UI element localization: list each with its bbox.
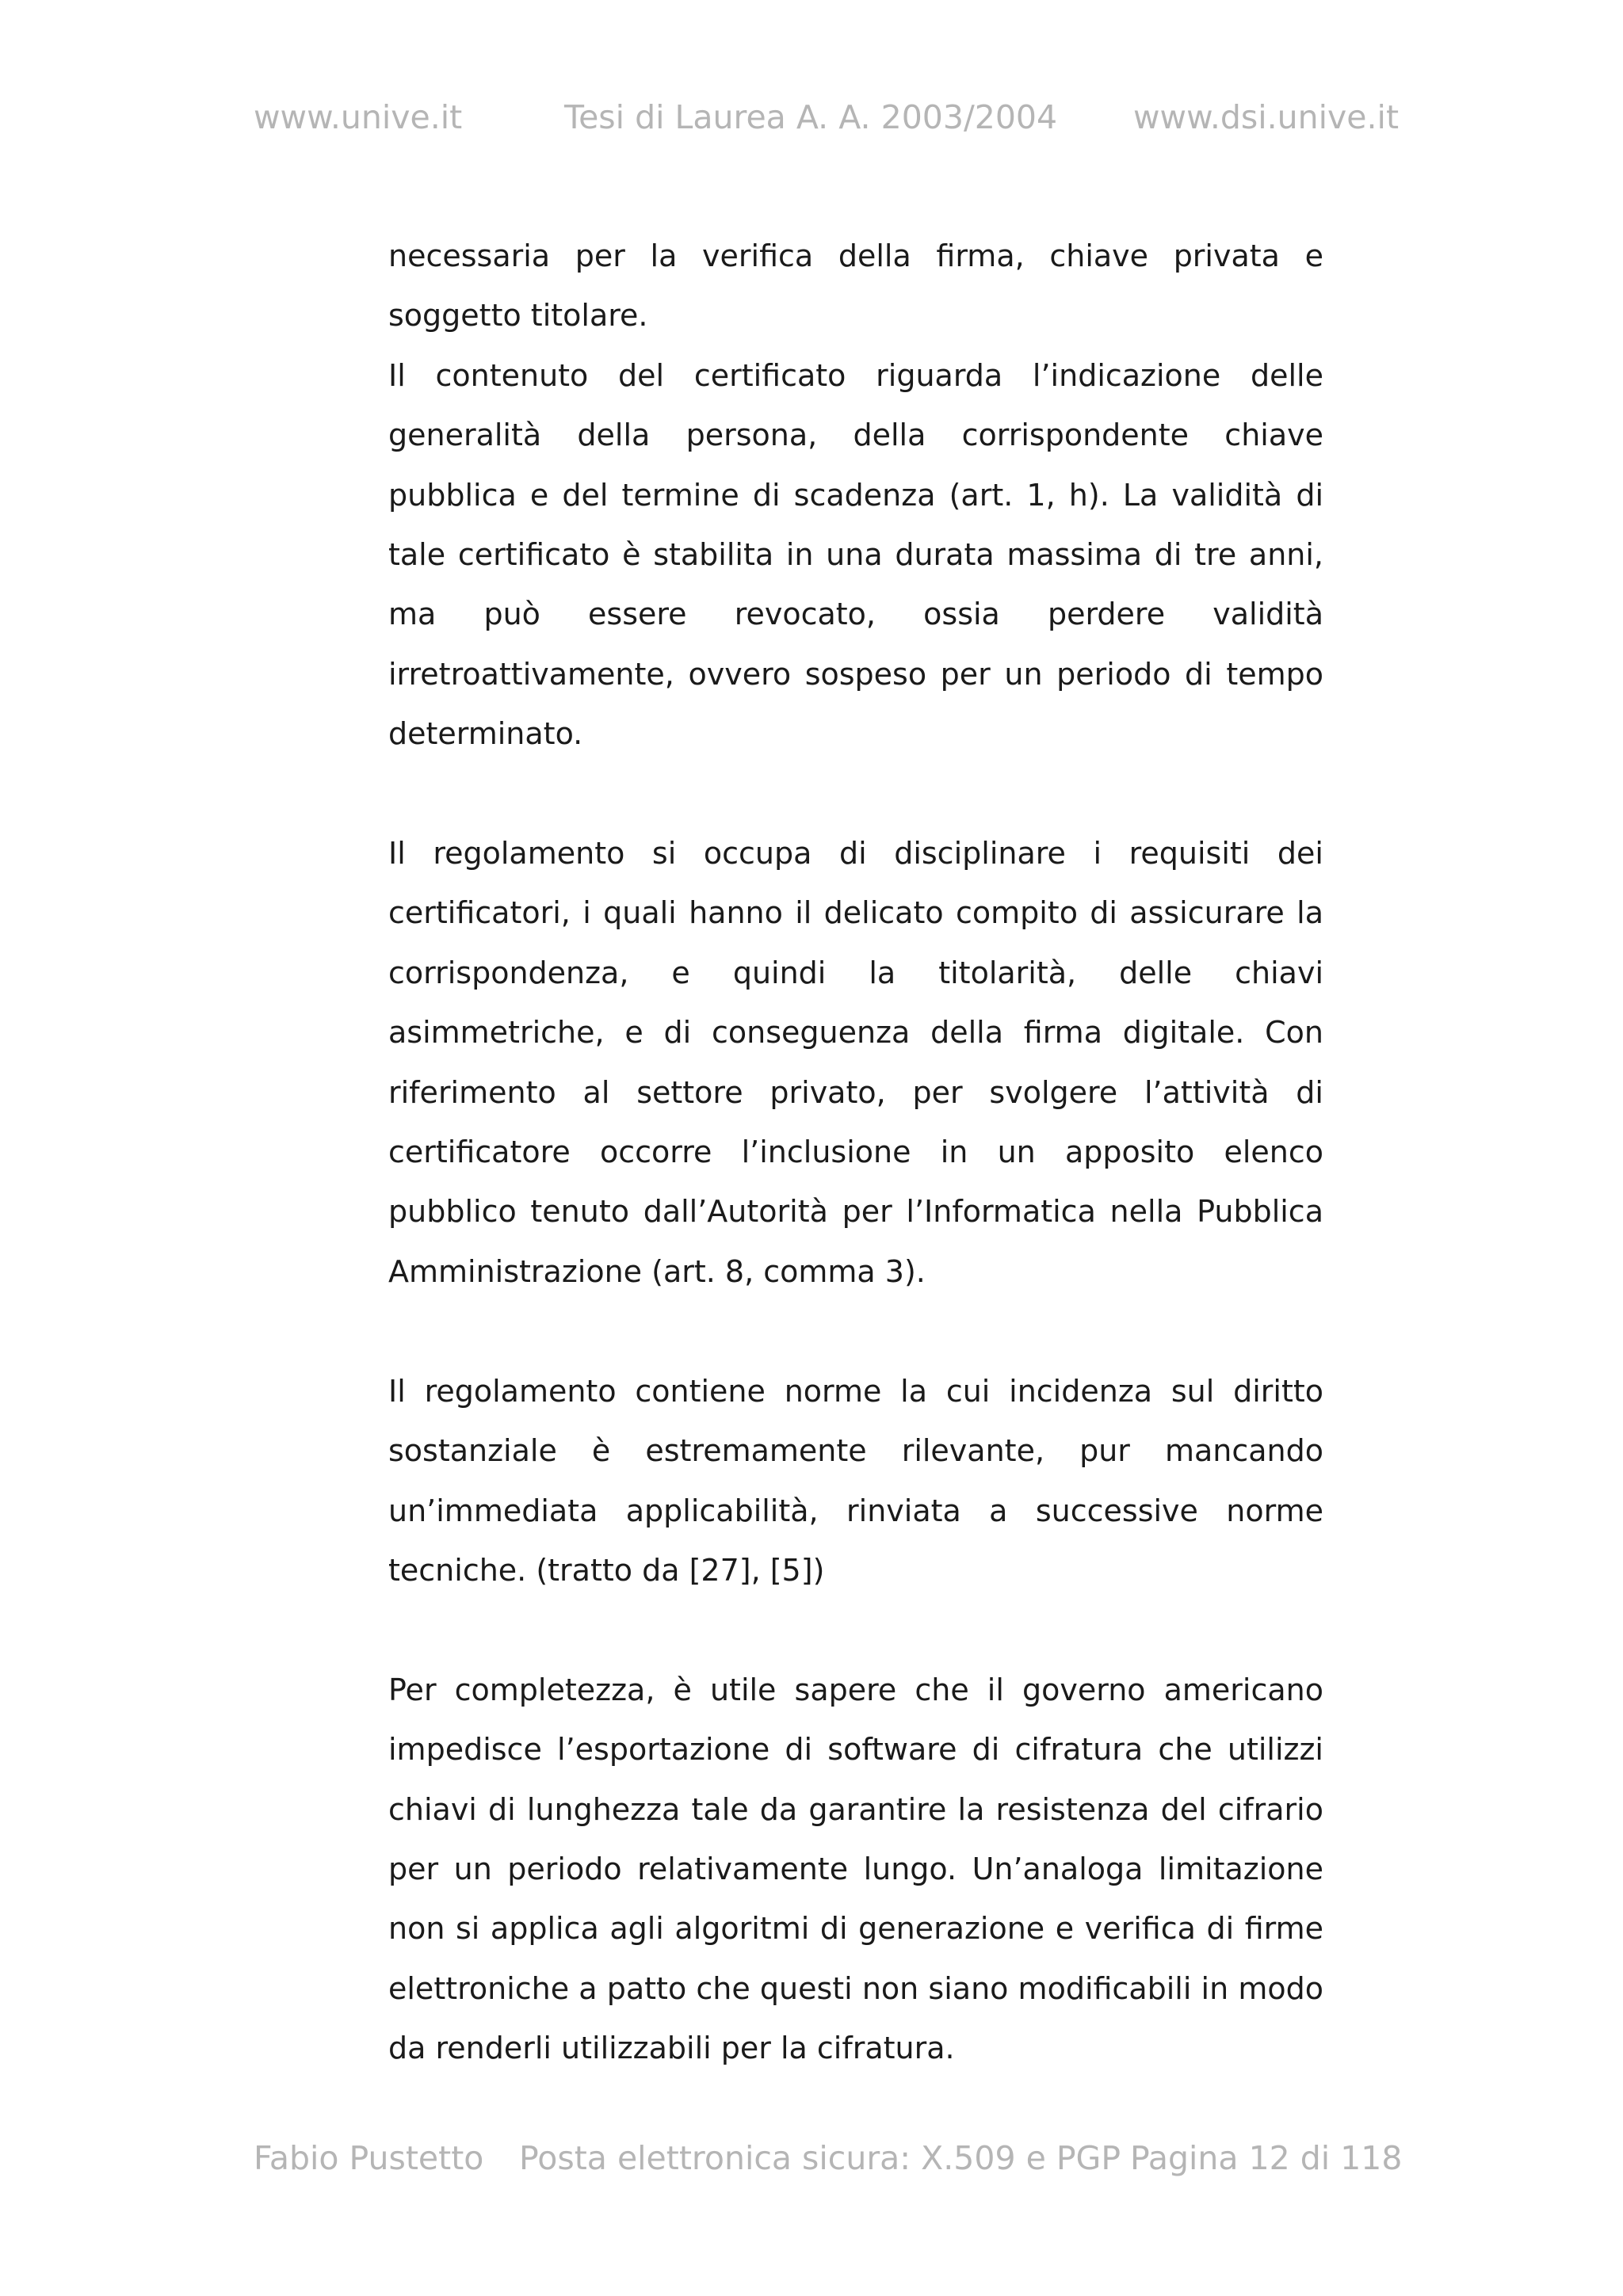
paragraph-regulation: Il regolamento contiene norme la cui incidenza sul diritto sostanziale è estremamente rilevante, pur mancando un’immediata applicabilità, rinviata a successive norme tecniche. (tratto da [27], [5]) [388,1373,1323,1588]
header-department-site: www.dsi.unive.it [1133,98,1400,136]
page-header [0,93,1623,141]
paragraph-certificate-content: Il contenuto del certificato riguarda l’indicazione delle generalità della persona, della corrispondente chiave pubblica e del termine di scadenza (art. 1, h). La validità di tale certificato è stabilita in una durata massima di tre anni, ma può essere revocato, ossia perdere validità irretroattivamente, ovvero sospeso per un periodo di tempo determinato. [388,357,1323,752]
footer-author: Fabio Pustetto [254,2139,484,2177]
footer-page-number: Pagina 12 di 118 [1130,2139,1403,2177]
paragraph-certifiers: Il regolamento si occupa di disciplinare i requisiti dei certificatori, i quali hanno il delicato compito di assicurare la corrispondenza, e quindi la titolarità, delle chiavi asimmetriche, e di conseguenza della firma digitale. Con riferimento al settore privato, per svolgere l’attività di certificatore occorre l’inclusione in un apposito elenco pubblico tenuto dall’Autorità per l’Informatica nella Pubblica Amministrazione (art. 8, comma 3). [388,836,1323,1289]
body-text [388,227,1323,2079]
header-university-site: www.unive.it [254,98,463,136]
footer-thesis-title: Posta elettronica sicura: X.509 e PGP [519,2139,1121,2177]
paragraph-export-limits: Per completezza, è utile sapere che il governo americano impedisce l’esportazione di software di cifratura che utilizzi chiavi di lunghezza tale da garantire la resistenza del cifrario per un periodo relativamente lungo. Un’analoga limitazione non si applica agli algoritmi di generazione e verifica di firme elettroniche a patto che questi non siano modificabili in modo da renderli utilizzabili per la cifratura. [388,1672,1323,2066]
header-thesis-year: Tesi di Laurea A. A. 2003/2004 [564,98,1058,136]
paragraph-continuation: necessaria per la verifica della firma, chiave privata e soggetto titolare. [388,238,1323,334]
page-footer [0,2134,1623,2182]
